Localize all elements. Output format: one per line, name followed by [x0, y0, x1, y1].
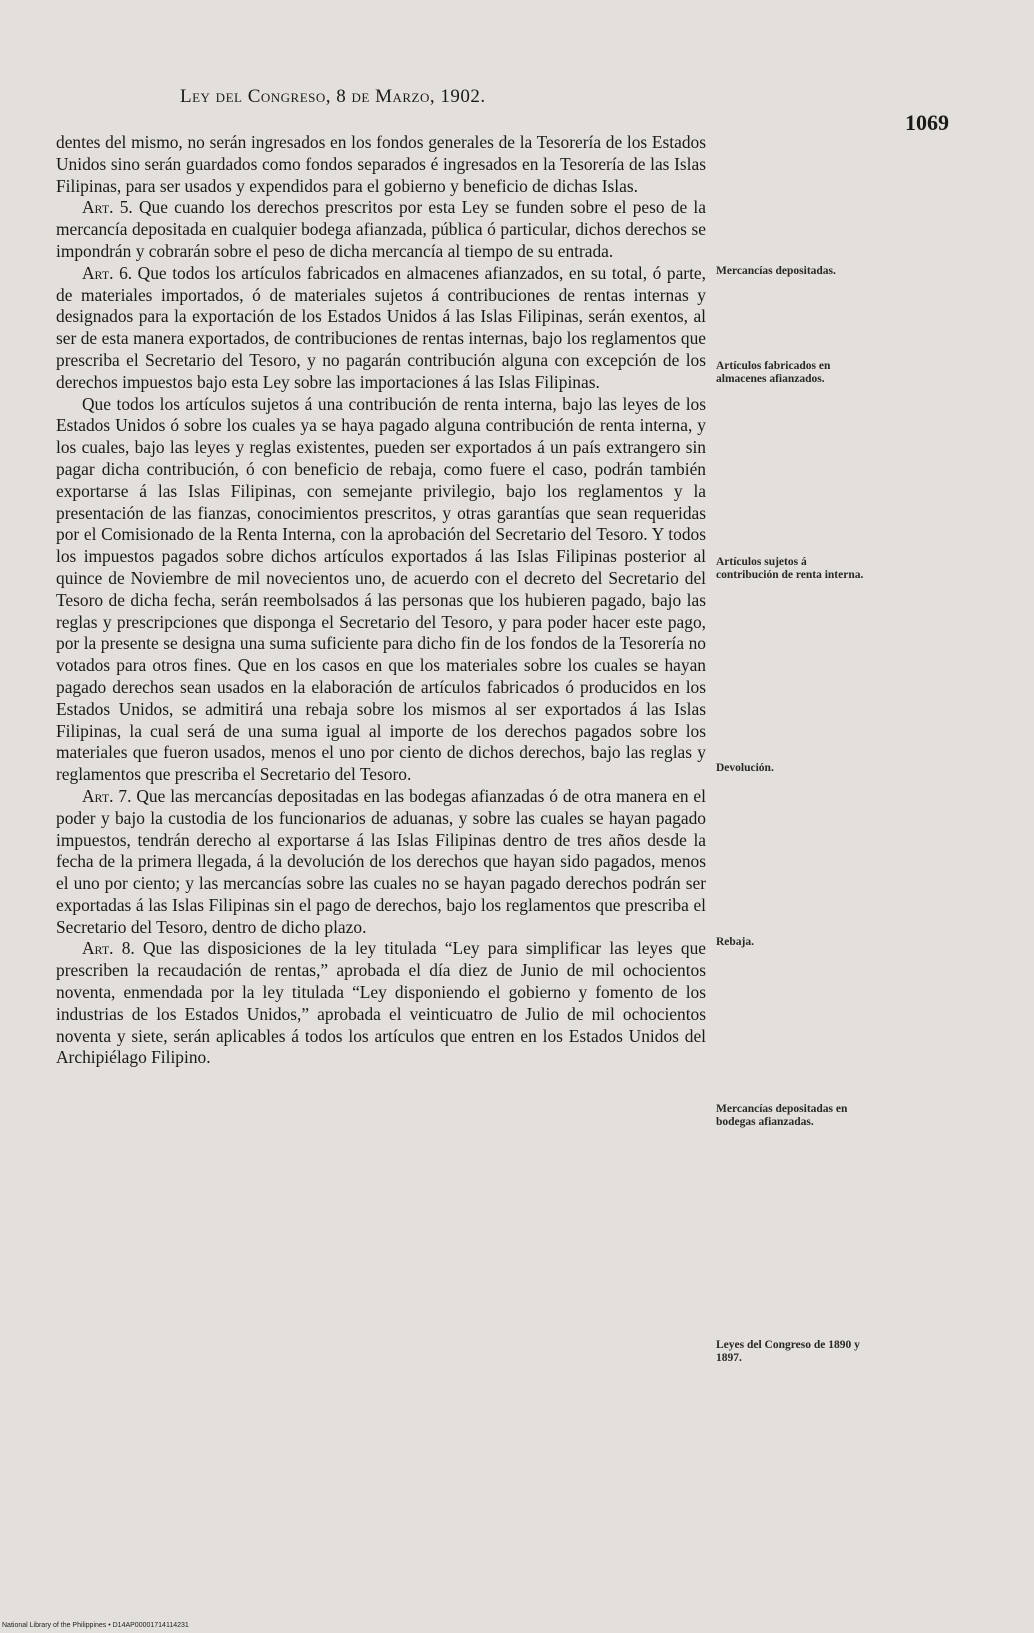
article-label: Art. 8.	[82, 938, 135, 959]
paragraph-art-5	[56, 197, 706, 262]
article-label: Art. 7.	[82, 785, 132, 806]
paragraph-internal-revenue: Que todos los artículos sujetos á una contribución de renta interna, bajo las leyes de los Estados Unidos ó sobre los cuales ya se haya pagado alguna contribución de renta interna, y los cuales, bajo las leyes y reglas existentes, pueden ser exportados á un país extrangero sin pagar dicha contribución, ó con beneficio de rebaja, como fuere el caso, podrán también exportarse á las Islas Filipinas, con semejante privilegio, bajo los reglamentos y la presentación de las fianzas, conocimientos prescritos, y otras garantías que sean requeridas por el Comisionado de la Renta Interna, con la aprobación del Secretario del Tesoro. Y todos los impuestos pagados sobre dichos artículos exportados á las Islas Filipinas posterior al quince de Noviembre de mil novecientos uno, de acuerdo con el decreto del Secretario del Tesoro de dicha fecha, serán reembolsados á las personas que los hubieren pagado, bajo las reglas y prescripciones que disponga el Secretario del Tesoro, y para poder hacer este pago, por la presente se designa una suma suficiente para dicho fin de los fondos de la Tesorería no votados para otros fines. Que en los casos en que los materiales sobre los cuales se hayan pagado derechos sean usados en la elaboración de artículos fabricados ó producidos en los Estados Unidos, se admitirá una rebaja sobre los mismos al ser exportados á las Islas Filipinas, la cual será de una suma igual al importe de los derechos pagados sobre los materiales que fueron usados, menos el uno por ciento de dichos derechos, bajo las reglas y reglamentos que prescriba el Secretario del Tesoro.	[56, 393, 706, 785]
margin-note-bodegas-afianzadas: Mercancías depositadas en bodegas afianzadas.	[716, 1103, 848, 1128]
body-text	[56, 132, 706, 1069]
running-header: Ley del Congreso, 8 de Marzo, 1902.	[180, 86, 486, 107]
scan-credit: National Library of the Philippines • D14AP00001714114231	[2, 1622, 189, 1629]
article-label: Art. 6.	[82, 262, 133, 283]
article-text: Que las mercancías depositadas en las bodegas afianzadas ó de otra manera en el poder y bajo la custodia de los funcionarios de aduanas, y sobre las cuales se hayan pagado impuestos, tendrán derecho al exportarse á las Islas Filipinas dentro de tres años desde la fecha de la primera llegada, á la devolución de los derechos que hayan sido pagados, menos el uno por ciento; y las mercancías sobre las cuales no se hayan pagado derechos podrán ser exportadas á las Islas Filipinas sin el pago de derechos, bajo los reglamentos que prescriba el Secretario del Tesoro, dentro de dicho plazo.	[56, 785, 706, 937]
page-number: 1069	[905, 110, 949, 135]
paragraph-art-6	[56, 263, 706, 394]
article-label: Art. 5.	[82, 197, 133, 218]
article-text: Que todos los artículos fabricados en almacenes afianzados, en su total, ó parte, de materiales importados, ó de materiales sujetos á contribuciones de rentas internas y designados para la exportación de los Estados Unidos á las Islas Filipinas, serán exentos, al ser de esta manera exportados, de contribuciones de rentas internas, bajo los reglamentos que prescriba el Secretario del Tesoro, y no pagarán contribución alguna con excepción de los derechos impuestos bajo esta Ley sobre las importaciones á las Islas Filipinas.	[56, 262, 706, 392]
paragraph-continuation: dentes del mismo, no serán ingresados en los fondos generales de la Tesorería de los Estados Unidos sino serán guardados como fondos separados é ingresados en la Tesorería de las Islas Filipinas, para ser usados y expendidos para el gobierno y beneficio de dichas Islas.	[56, 132, 706, 196]
margin-note-leyes-congreso: Leyes del Congreso de 1890 y 1897.	[716, 1339, 860, 1364]
paragraph-art-7	[56, 786, 706, 939]
margin-note-contribucion-renta: Artículos sujetos á contribución de renta interna.	[716, 556, 864, 581]
margin-note-mercancias-depositadas: Mercancías depositadas.	[716, 265, 836, 277]
margin-note-devolucion: Devolución.	[716, 762, 774, 774]
paragraph-art-8	[56, 938, 706, 1069]
article-text: Que cuando los derechos prescritos por esta Ley se funden sobre el peso de la mercancía depositada en cualquier bodega afianzada, pública ó particular, dichos derechos se impondrán y cobrarán sobre el peso de dicha mercancía al tiempo de su entrada.	[56, 197, 706, 261]
margin-note-articulos-fabricados: Artículos fabricados en almacenes afianzados.	[716, 360, 831, 385]
article-text: Que las disposiciones de la ley titulada “Ley para simplificar las leyes que prescriben la recaudación de rentas,” aprobada el día diez de Junio de mil ochocientos noventa, enmendada por la ley titulada “Ley disponiendo el gobierno y fomento de los industrias de los Estados Unidos,” aprobada el veinticuatro de Julio de mil ochocientos noventa y siete, serán aplicables á todos los artículos que entren en los Estados Unidos del Archipiélago Filipino.	[56, 938, 706, 1068]
margin-note-rebaja: Rebaja.	[716, 936, 755, 948]
